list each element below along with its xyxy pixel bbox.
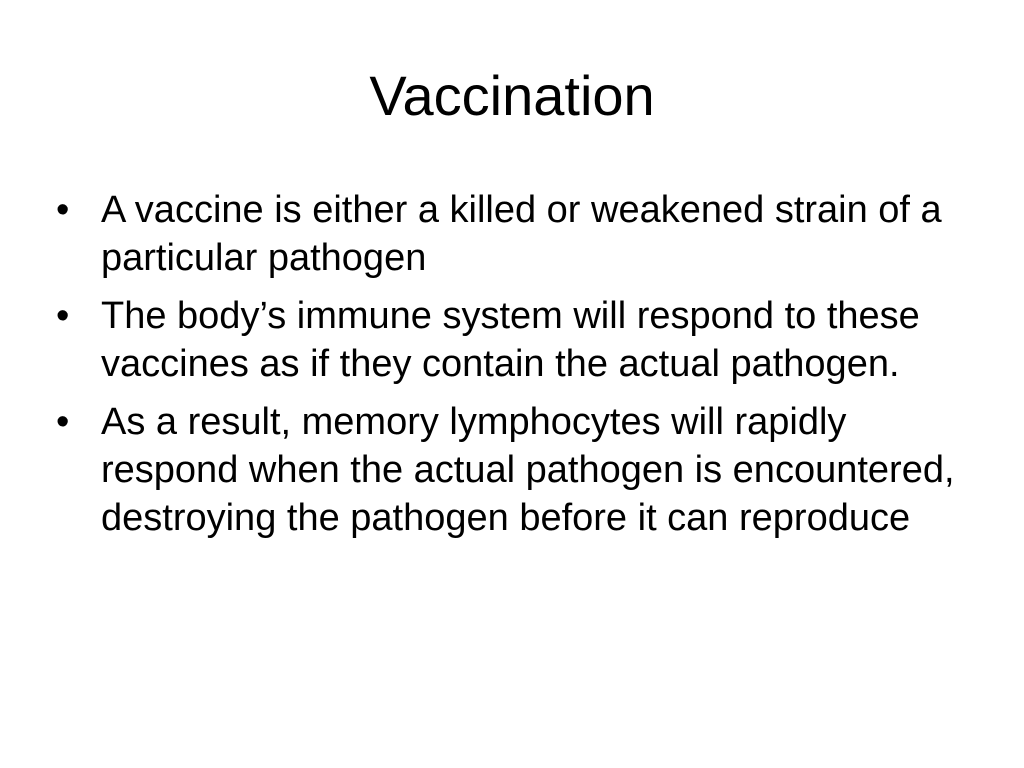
bullet-point-icon: • bbox=[56, 189, 70, 231]
bullet-text: A vaccine is either a killed or weakened strain of a particular pathogen bbox=[101, 189, 942, 279]
bullet-text: As a result, memory lymphocytes will rapidly respond when the actual pathogen is encountered, destroying the pathogen before it can reproduce bbox=[101, 401, 955, 539]
slide-title: Vaccination bbox=[369, 64, 655, 127]
bullet-point-icon: • bbox=[56, 295, 70, 337]
bullet-item bbox=[56, 186, 976, 282]
bullet-item bbox=[56, 398, 976, 542]
bullet-text: The body’s immune system will respond to these vaccines as if they contain the actual pathogen. bbox=[101, 295, 920, 385]
bullet-list bbox=[56, 186, 976, 552]
bullet-item bbox=[56, 292, 976, 388]
bullet-point-icon: • bbox=[56, 401, 70, 443]
